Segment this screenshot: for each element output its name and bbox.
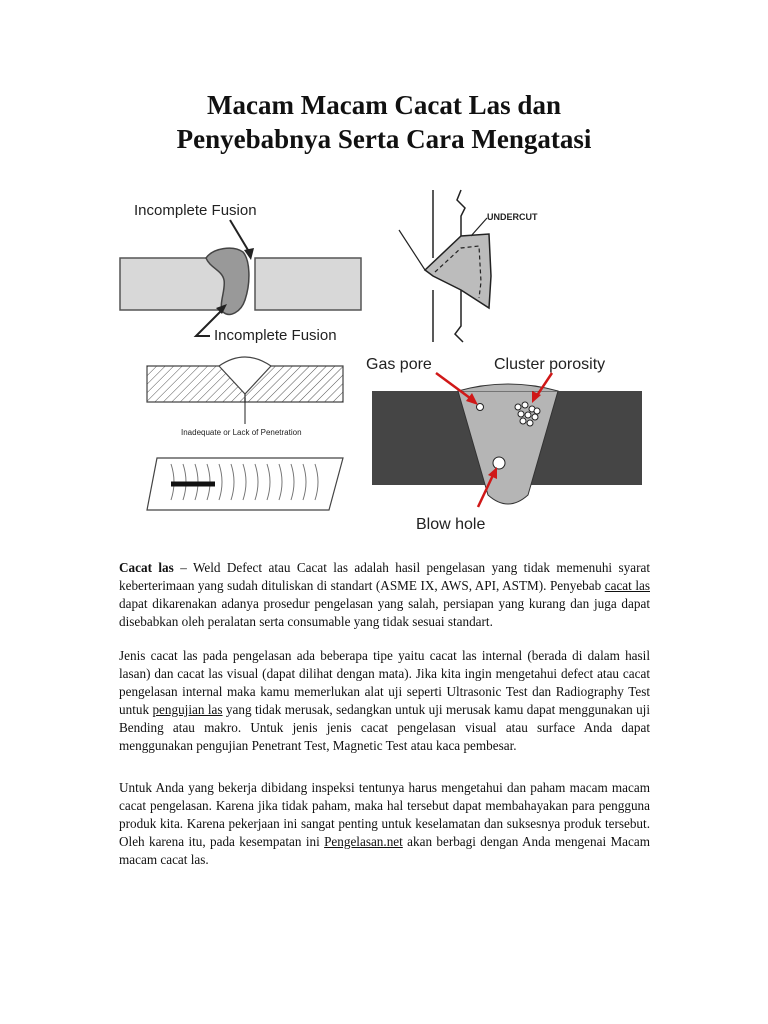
title-line-1: Macam Macam Cacat Las dan [207,90,561,120]
paragraph-1-text-a: – Weld Defect atau Cacat las adalah hasil pengelasan yang tidak memenuhi syarat keberterimaan yang sudah dituliskan di standart (ASME IX, AWS, API, ASTM). Penyebab [119,560,650,593]
pengujian-las-link[interactable]: pengujian las [152,702,223,717]
penetration-figure [145,352,345,522]
paragraph-1-text-b: dapat dikarenakan adanya prosedur pengelasan yang salah, persiapan yang kurang dan juga dapat disebabkan oleh peralatan serta consumable yang tidak sesuai standart. [119,596,650,629]
cacat-las-link[interactable]: cacat las [604,578,650,593]
fusion-top-label: Incomplete Fusion [134,202,257,219]
gas-pore-label: Gas pore [366,356,432,373]
incomplete-fusion-figure [118,190,363,350]
paragraph-2-text-b: yang tidak merusak, sedangkan untuk uji merusak kamu dapat menggunakan uji Bending atau makro. Untuk jenis jenis cacat pengelasan visual atau surface Anda dapat menggunakan pengujian Penetrant Test, Magnetic Test atau kaca pembesar. [119,702,650,753]
paragraph-3-text-a: Untuk Anda yang bekerja dibidang inspeksi tentunya harus mengetahui dan paham macam macam cacat pengelasan. Karena jika tidak paham, maka hal tersebut dapat membahayakan para pengguna produk kita. Karena pekerjaan ini sangat penting untuk keselamatan dan suksesnya produk tersebut. Oleh karena itu, pada kesempatan ini [119,780,650,849]
right-plate [255,258,361,310]
porosity-figure [360,345,652,535]
blow-hole-label: Blow hole [416,516,486,533]
paragraph-intro [119,559,650,631]
paragraph-types [119,647,650,755]
fusion-bottom-label: Incomplete Fusion [214,327,337,344]
paragraph-3-text-b: akan berbagi dengan Anda mengenai Macam macam cacat las. [119,834,650,867]
paragraph-inspection [119,779,650,869]
undercut-figure [395,186,545,344]
undercut-weld [425,234,491,308]
undercut-pointer [399,230,425,270]
cluster-porosity-label: Cluster porosity [494,356,606,373]
undercut-label: UNDERCUT [487,212,538,222]
paragraph-2-text-a: Jenis cacat las pada pengelasan ada beberapa tipe yaitu cacat las internal (berada di dalam hasil lasan) dan cacat las visual (dapat dilihat dengan mata). Jika kita ingin mengetahui defect atau cacat pengelasan internal maka kamu memerlukan alat uji seperti Ultrasonic Test dan Radiography Test untuk [119,648,650,717]
pengelasan-net-link[interactable]: Pengelasan.net [324,834,403,849]
undercut-arrow [471,218,487,236]
blow-hole [493,457,505,469]
page-title [0,88,768,156]
lead-term: Cacat las [119,560,174,575]
penetration-label: Inadequate or Lack of Penetration [181,428,302,437]
title-line-2: Penyebabnya Serta Cara Mengatasi [176,124,592,154]
